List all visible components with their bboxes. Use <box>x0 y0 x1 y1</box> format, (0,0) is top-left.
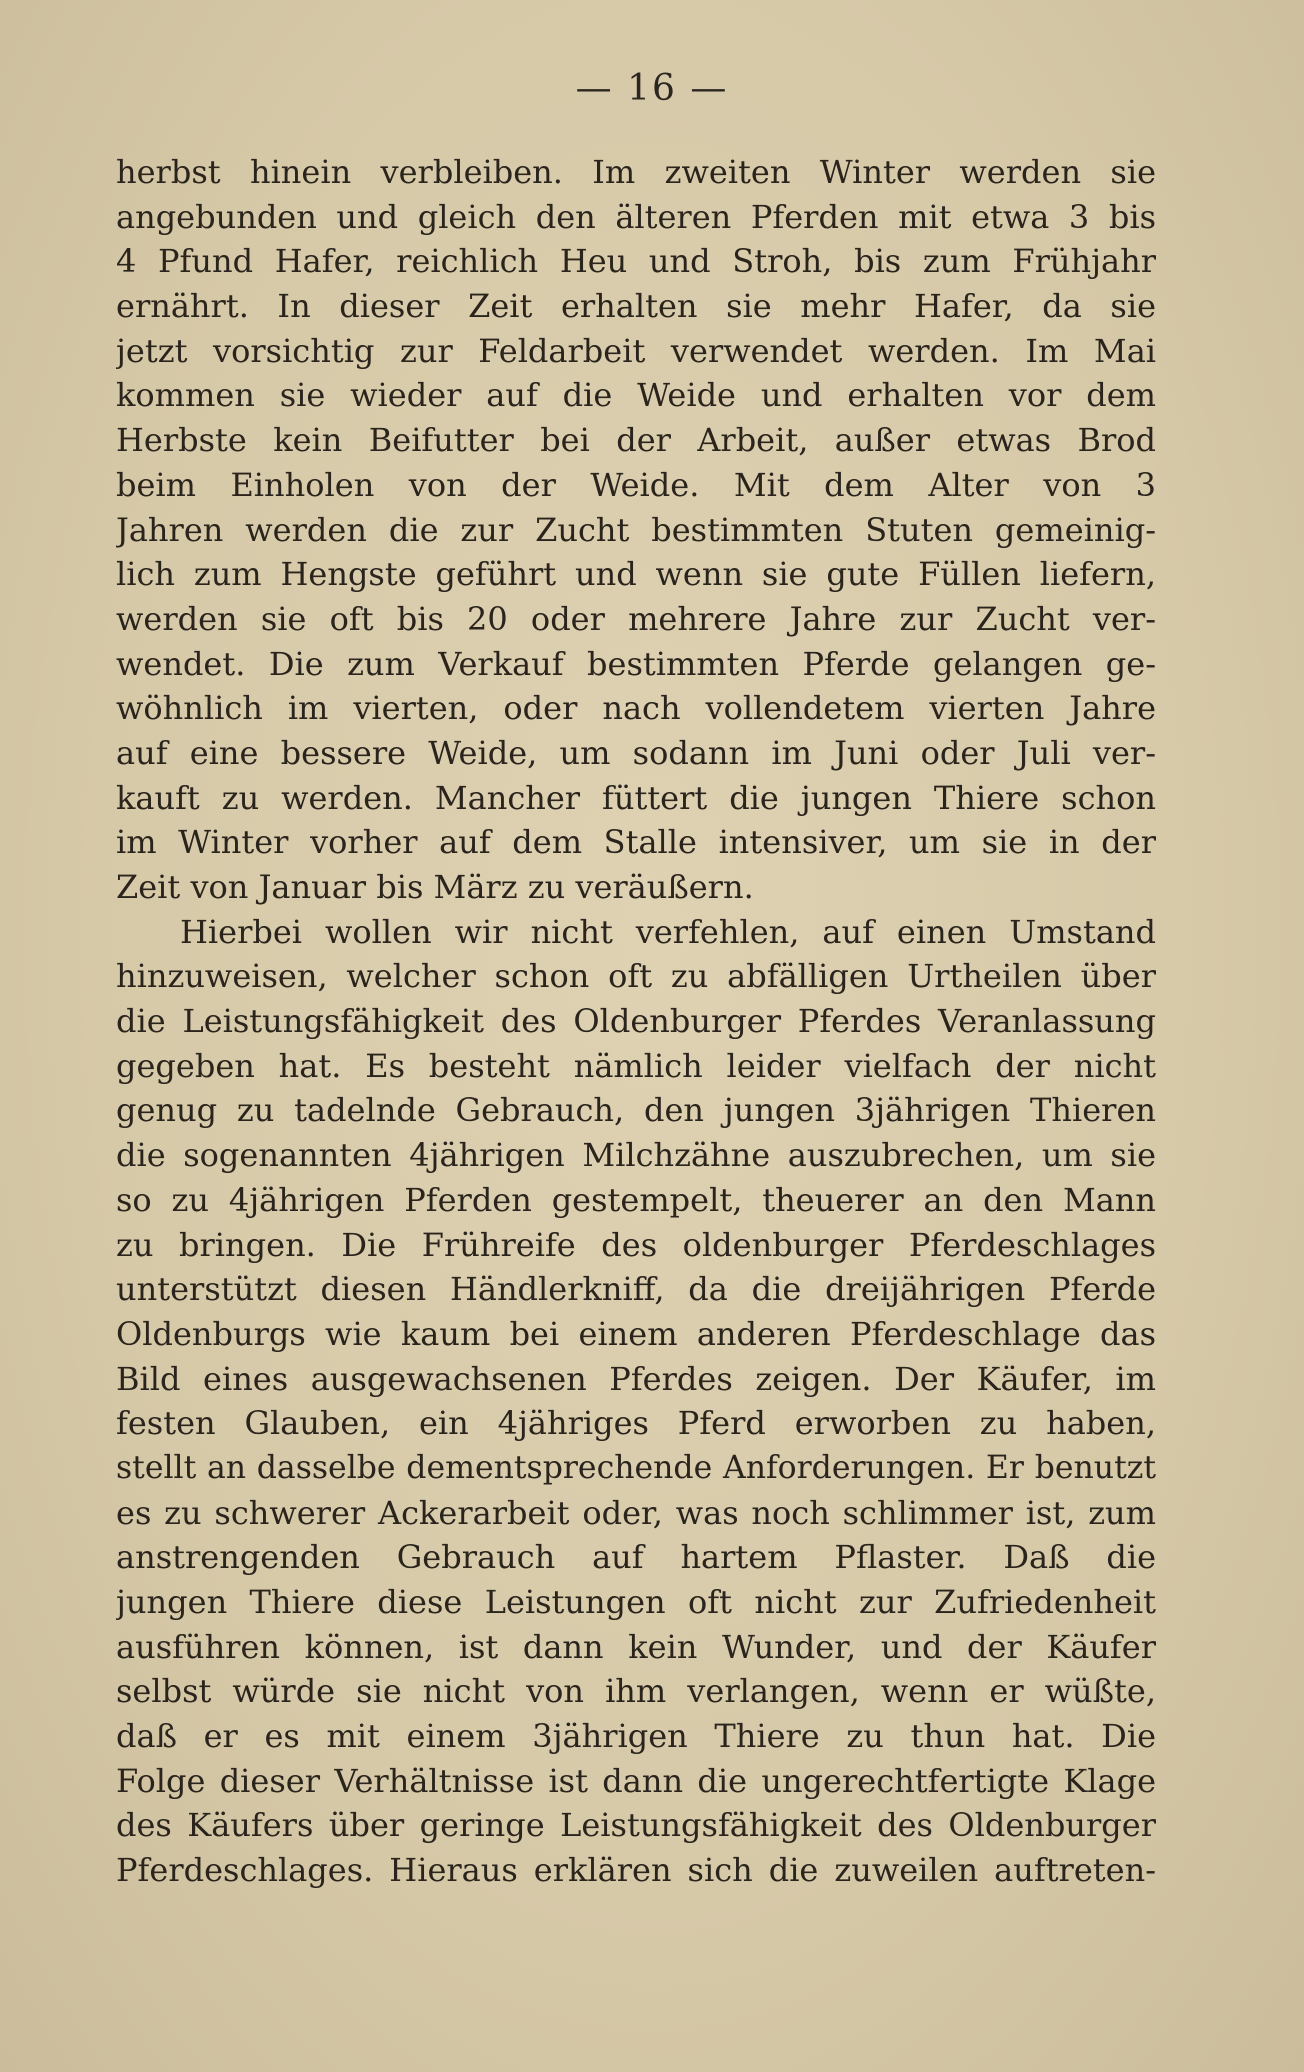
text-line: werden sie oft bis 20 oder mehrere Jahre zur Zucht ver- <box>116 599 1156 638</box>
text-line: des Käufers über geringe Leistungsfähigkeit des Oldenburger <box>116 1806 1156 1845</box>
text-line: selbst würde sie nicht von ihm verlangen, wenn er wüßte, <box>116 1672 1156 1711</box>
text-line: genug zu tadelnde Gebrauch, den jungen 3jährigen Thieren <box>116 1091 1156 1130</box>
body-text <box>116 150 1156 1893</box>
text-line: die sogenannten 4jährigen Milchzähne auszubrechen, um sie <box>116 1136 1156 1175</box>
text-line: angebunden und gleich den älteren Pferden mit etwa 3 bis <box>116 197 1156 236</box>
text-line: Bild eines ausgewachsenen Pferdes zeigen. Der Käufer, im <box>116 1359 1156 1398</box>
text-line: jungen Thiere diese Leistungen oft nicht zur Zufriedenheit <box>116 1583 1156 1621</box>
text-line: zu bringen. Die Frühreife des oldenburger Pferdeschlages <box>116 1225 1156 1264</box>
text-line: kommen sie wieder auf die Weide und erhalten vor dem <box>116 376 1156 415</box>
text-line: im Winter vorher auf dem Stalle intensiver, um sie in der <box>116 823 1156 862</box>
text-line: die Leistungsfähigkeit des Oldenburger Pferdes Veranlassung <box>116 1002 1156 1041</box>
text-line: Herbste kein Beifutter bei der Arbeit, außer etwas Brod <box>116 421 1156 460</box>
text-line: kauft zu werden. Mancher füttert die jungen Thiere schon <box>116 778 1156 817</box>
text-line: so zu 4jährigen Pferden gestempelt, theuerer an den Mann <box>116 1180 1156 1219</box>
text-line: hinzuweisen, welcher schon oft zu abfälligen Urtheilen über <box>116 957 1156 996</box>
text-line: beim Einholen von der Weide. Mit dem Alter von 3 <box>116 465 1156 504</box>
text-line: ausführen können, ist dann kein Wunder, und der Käufer <box>116 1627 1156 1666</box>
text-line: Folge dieser Verhältnisse ist dann die ungerechtfertigte Klage <box>116 1761 1156 1800</box>
text-line: Pferdeschlages. Hieraus erklären sich die zuweilen auftreten- <box>116 1851 1156 1890</box>
text-line: wendet. Die zum Verkauf bestimmten Pferde gelangen ge- <box>116 644 1156 683</box>
text-line: stellt an dasselbe dementsprechende Anforderungen. Er benutzt <box>116 1449 1156 1486</box>
text-line: auf eine bessere Weide, um sodann im Juni oder Juli ver- <box>116 733 1156 772</box>
page-number: — 16 — <box>575 68 729 109</box>
text-line: 4 Pfund Hafer, reichlich Heu und Stroh, bis zum Frühjahr <box>116 242 1156 281</box>
paragraph-start-line: Hierbei wollen wir nicht verfehlen, auf einen Umstand <box>180 912 1156 951</box>
paragraph-end-line: Zeit von Januar bis März zu veräußern. <box>116 868 754 906</box>
text-line: jetzt vorsichtig zur Feldarbeit verwendet werden. Im Mai <box>116 331 1156 370</box>
text-line: gegeben hat. Es besteht nämlich leider vielfach der nicht <box>116 1046 1156 1085</box>
text-line: daß er es mit einem 3jährigen Thiere zu thun hat. Die <box>116 1717 1156 1756</box>
text-line: lich zum Hengste geführt und wenn sie gute Füllen liefern, <box>116 555 1156 594</box>
text-line: festen Glauben, ein 4jähriges Pferd erworben zu haben, <box>116 1404 1156 1443</box>
text-line: es zu schwerer Ackerarbeit oder, was noch schlimmer ist, zum <box>116 1493 1156 1532</box>
text-line: Jahren werden die zur Zucht bestimmten Stuten gemeinig- <box>116 510 1156 549</box>
text-line: unterstützt diesen Händlerkniff, da die dreijährigen Pferde <box>116 1270 1156 1309</box>
text-line: ernährt. In dieser Zeit erhalten sie mehr Hafer, da sie <box>116 287 1156 326</box>
text-line: herbst hinein verbleiben. Im zweiten Winter werden sie <box>116 153 1156 191</box>
text-line: Oldenburgs wie kaum bei einem anderen Pferdeschlage das <box>116 1314 1156 1353</box>
text-line: anstrengenden Gebrauch auf hartem Pflaster. Daß die <box>116 1538 1156 1577</box>
text-line: wöhnlich im vierten, oder nach vollendetem vierten Jahre <box>116 689 1156 728</box>
